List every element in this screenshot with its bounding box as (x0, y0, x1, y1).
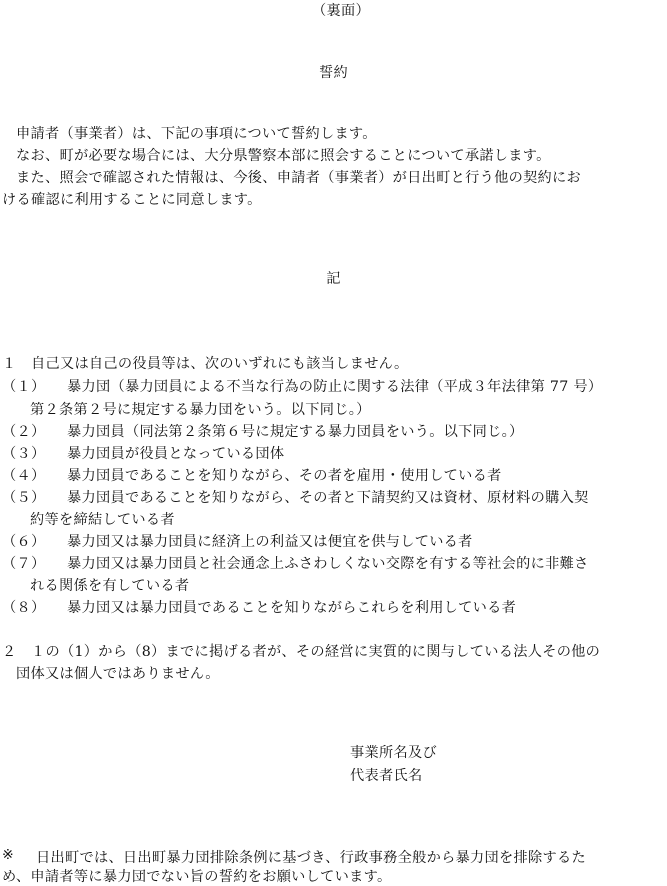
intro-paragraph-2: なお、町が必要な場合には、大分県警察本部に照会することについて承諾します。 (16, 148, 551, 164)
note-line-1: 日出町では、日出町暴力団排除条例に基づき、行政事務全般から暴力団を排除するた (36, 850, 586, 866)
intro-paragraph-3-line-2: ける確認に利用することに同意します。 (2, 192, 262, 208)
sub-item-7-number: （７） (2, 556, 46, 572)
representative-name-label: 代表者氏名 (350, 768, 423, 784)
intro-paragraph-1: 申請者（事業者）は、下記の事項について誓約します。 (16, 126, 377, 142)
item-2-line-2: 団体又は個人ではありません。 (16, 666, 220, 682)
sub-item-1-text-cont: 第２条第２号に規定する暴力団をいう。以下同じ。） (30, 402, 371, 418)
intro-paragraph-3-line-1: また、照会で確認された情報は、今後、申請者（事業者）が日出町と行う他の契約にお (16, 170, 582, 186)
ki-heading: 記 (326, 271, 341, 287)
item-2-line-1: ２ １の（1）から（8）までに掲げる者が、その経営に実質的に関与している法人その他の (2, 644, 601, 660)
sub-item-8-number: （８） (2, 600, 46, 616)
sub-item-7-text: 暴力団又は暴力団員と社会通念上ふさわしくない交際を有する等社会的に非難さ (67, 556, 589, 572)
office-name-label: 事業所名及び (350, 745, 437, 761)
sub-item-1-number: （１） (2, 379, 46, 395)
document-title: 誓約 (319, 65, 348, 81)
sub-item-1-text: 暴力団（暴力団員による不当な行為の防止に関する法律（平成３年法律第 77 号） (67, 379, 603, 395)
sub-item-3-text: 暴力団員が役員となっている団体 (67, 446, 285, 462)
sub-item-8-text: 暴力団又は暴力団員であることを知りながらこれらを利用している者 (67, 600, 517, 616)
sub-item-7-text-cont: れる関係を有している者 (30, 578, 190, 594)
sub-item-4-text: 暴力団員であることを知りながら、その者を雇用・使用している者 (67, 468, 502, 484)
sub-item-4-number: （４） (2, 468, 46, 484)
note-mark: ※ (2, 847, 15, 863)
sub-item-3-number: （３） (2, 446, 46, 462)
sub-item-2-text: 暴力団員（同法第２条第６号に規定する暴力団員をいう。以下同じ。） (67, 424, 524, 440)
note-line-2: め、申請者等に暴力団でない旨の誓約をお願いしています。 (2, 869, 392, 885)
sub-item-5-text: 暴力団員であることを知りながら、その者と下請契約又は資材、原材料の購入契 (67, 490, 589, 506)
sub-item-6-text: 暴力団又は暴力団員に経済上の利益又は便宜を供与している者 (67, 534, 473, 550)
sub-item-6-number: （６） (2, 534, 46, 550)
sub-item-5-number: （５） (2, 490, 46, 506)
sub-item-2-number: （２） (2, 424, 46, 440)
back-side-label: （裏面） (312, 3, 370, 19)
item-1-heading: １ 自己又は自己の役員等は、次のいずれにも該当しません。 (2, 356, 409, 372)
sub-item-5-text-cont: 約等を締結している者 (30, 512, 175, 528)
